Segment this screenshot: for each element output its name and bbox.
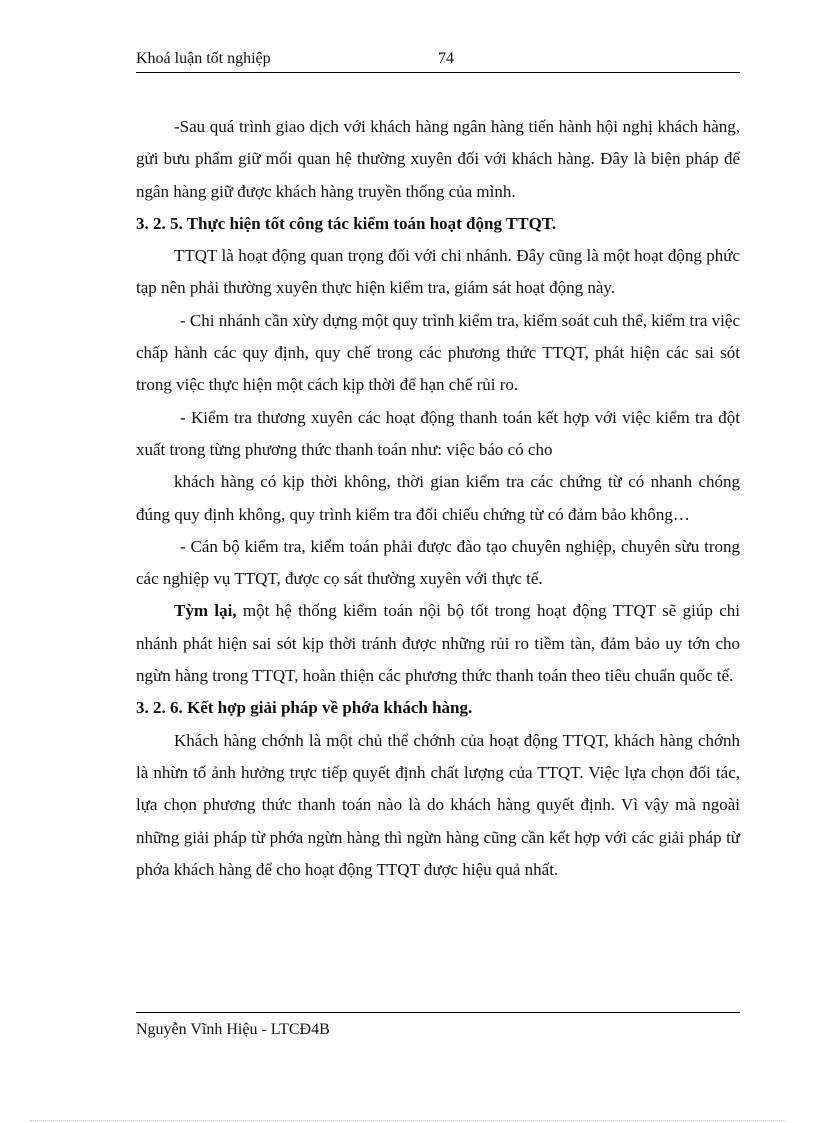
page-header <box>136 50 740 73</box>
page-number: 74 <box>438 50 454 67</box>
paragraph-text: một hệ thống kiểm toán nội bộ tốt trong hoạt động TTQT sẽ giúp chi nhánh phát hiện sai sót kịp thời tránh được những rủi ro tiềm tàn, đảm bảo uy tớn cho ngừn hàng trong TTQT, hoàn thiện các phương thức thanh toán theo tiêu chuẩn quốc tế. <box>136 601 740 686</box>
paragraph: - Kiểm tra thương xuyên các hoạt động thanh toán kết hợp với việc kiểm tra đột xuất trong từng phương thức thanh toán như: việc báo có cho <box>136 407 740 459</box>
paragraph: Khách hàng chớnh là một chủ thể chớnh của hoạt động TTQT, khách hàng chớnh là nhừn tố ảnh hưởng trực tiếp quyết định chất lượng của TTQT. Việc lựa chọn đối tác, lựa chọn phương thức thanh toán nào là do khách hàng quyết định. Vì vậy mà ngoài những giải pháp từ phớa ngừn hàng thì ngừn hàng cũng cần kết hợp với các giải pháp từ phớa khách hàng để cho hoạt động TTQT được hiệu quả nhất. <box>136 730 740 879</box>
author-line: Nguyễn Vĩnh Hiệu - LTCĐ4B <box>136 1021 330 1038</box>
section-heading: 3. 2. 5. Thực hiện tốt công tác kiểm toán hoạt động TTQT. <box>136 213 557 233</box>
paragraph: - Chi nhánh cần xừy dựng một quy trình kiểm tra, kiểm soát cuh thể, kiểm tra việc chấp hành các quy định, quy chế trong các phương thức TTQT, phát hiện các sai sót trong việc thực hiện một cách kịp thời để hạn chế rủi ro. <box>136 310 740 395</box>
document-body <box>136 111 740 886</box>
page-footer <box>136 1012 740 1039</box>
paragraph: TTQT là hoạt động quan trọng đối với chi nhánh. Đây cũng là một hoạt động phức tạp nên phải thường xuyên thực hiện kiểm tra, giám sát hoạt động này. <box>136 246 740 298</box>
document-title: Khoá luận tốt nghiệp <box>136 50 271 67</box>
paragraph: -Sau quá trình giao dịch với khách hàng ngân hàng tiến hành hội nghị khách hàng, gửi bưu phẩm giữ mối quan hệ thường xuyên đối với khách hàng. Đây là biện pháp để ngân hàng giữ được khách hàng truyền thống của mình. <box>136 117 740 201</box>
section-heading: 3. 2. 6. Kết hợp giải pháp về phớa khách hàng. <box>136 698 473 718</box>
page-edge-divider <box>30 1120 786 1121</box>
paragraph: khách hàng có kịp thời không, thời gian kiểm tra các chứng từ có nhanh chóng đúng quy định không, quy trình kiểm tra đối chiếu chứng từ có đảm bảo không… <box>136 472 740 524</box>
paragraph: - Cán bộ kiểm tra, kiểm toán phải được đào tạo chuyên nghiệp, chuyên sừu trong các nghiệp vụ TTQT, được cọ sát thường xuyên với thực tế. <box>136 536 740 589</box>
paragraph <box>136 595 740 692</box>
paragraph-lead: Tỳm lại, <box>174 601 237 621</box>
